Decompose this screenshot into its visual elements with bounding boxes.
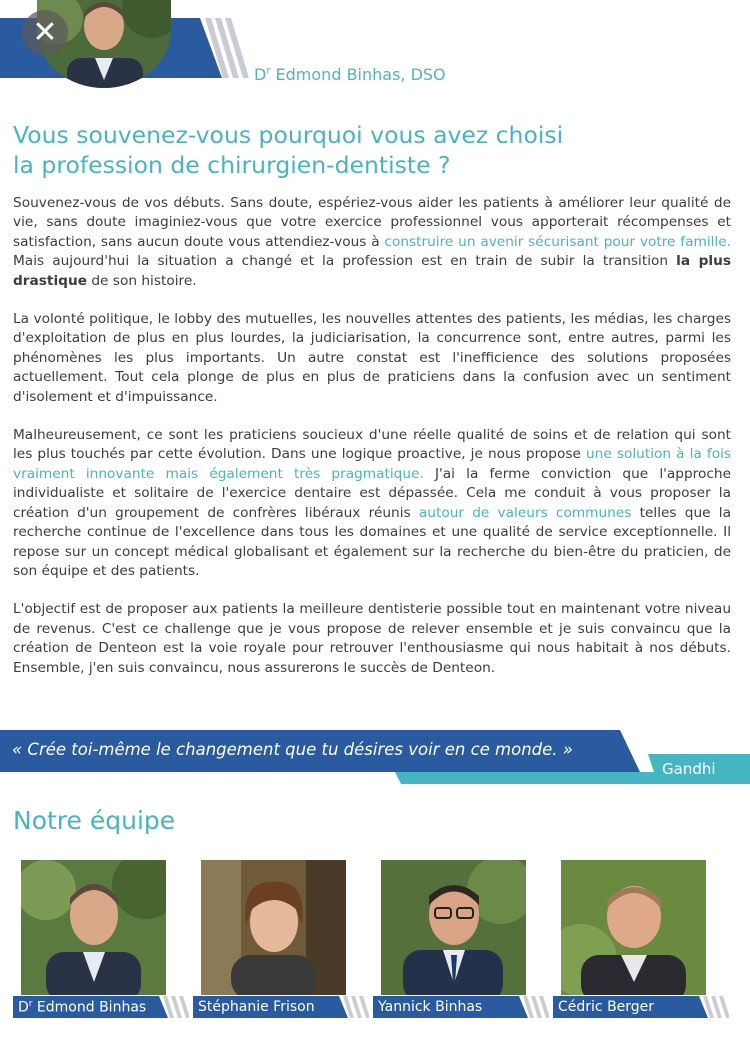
emphasis-drastic: la plus drastique <box>13 253 731 289</box>
headline-line-2: la profession de chirurgien-dentiste ? <box>13 151 451 179</box>
close-button[interactable] <box>22 10 68 56</box>
header-stripes <box>205 18 250 78</box>
paragraph-2: La volonté politique, le lobby des mutuelles, les nouvelles attentes des patients, les médias, les charges d'exploitation de plus en plus lourdes, la judiciarisation, la concurrence sont, entre autres, parmi les phénomènes les plus importants. Un autre constat est l'inefficience des solutions proposées actuellement. Tout cela plonge de plus en plus de praticiens dans la confusion avec un sentiment d'isolement et d'impuissance. <box>13 311 731 405</box>
nameplate-stripes <box>163 996 189 1018</box>
paragraph-4: L'objectif est de proposer aux patients la meilleure dentisterie possible tout en maintenant votre niveau de revenus. C'est ce challenge que je vous propose de relever ensemble et je suis convaincu que la création de Denteon est la voie royale pour retrouver l'enthousiasme qui nous habitait à nos débuts. Ensemble, j'en suis convaincu, nous assurerons le succès de Denteon. <box>13 601 731 676</box>
quote-text: « Crée toi-même le changement que tu désires voir en ce monde. » <box>12 740 573 759</box>
article-body <box>13 194 731 697</box>
nameplate-stripes <box>343 996 369 1018</box>
member-photo <box>561 860 706 995</box>
quote-banner <box>0 730 750 786</box>
nameplate-stripes <box>523 996 549 1018</box>
member-photo <box>21 860 166 995</box>
team-title: Notre équipe <box>13 806 176 835</box>
member-name: Stéphanie Frison <box>198 999 315 1015</box>
highlight-future: construire un avenir sécurisant pour votre famille. <box>384 233 731 250</box>
team-member-card <box>553 860 733 1022</box>
paragraph-1: Souvenez-vous de vos débuts. Sans doute, espériez-vous aider les patients à améliorer leur qualité de vie, sans doute imaginiez-vous que votre exercice professionnel vous apporterait récompenses et satisfaction, sans aucun doute vous attendiez-vous à construire un avenir sécurisant pour votre famille. Mais aujourd'hui la situation a changé et la profession est en train de subir la transition la plus drastique de son histoire. <box>13 195 731 289</box>
close-icon: ✕ <box>32 15 58 50</box>
member-photo <box>381 860 526 995</box>
quote-author: Gandhi <box>662 760 716 778</box>
team-member-card <box>13 860 193 1022</box>
headline-line-1: Vous souvenez-vous pourquoi vous avez choisi <box>13 121 564 149</box>
paragraph-3: Malheureusement, ce sont les praticiens soucieux d'une réelle qualité de soins et de relation qui sont les plus touchés par cette évolution. Dans une logique proactive, je nous propose une solution à la fois vraiment innovante mais également très pragmatique. J'ai la ferme conviction que l'approche individualiste et solitaire de l'exercice dentaire est dépassée. Cela me conduit à vous proposer la création d'un groupement de confrères libéraux réunis autour de valeurs communes telles que la recherche continue de l'excellence dans tous les domaines et une qualité de service exceptionnelle. Il repose sur un concept médical globalisant et également sur la recherche du bien-être du praticien, de son équipe et des patients. <box>13 427 732 579</box>
member-photo <box>201 860 346 995</box>
headline <box>13 120 733 180</box>
member-name: Yannick Binhas <box>378 999 483 1015</box>
member-name: Cédric Berger <box>558 999 655 1015</box>
member-name: $D^r$ Edmond Binhas <box>18 999 147 1016</box>
nameplate-stripes <box>703 996 729 1018</box>
highlight-solution: une solution à la fois vraiment innovante mais également très pragmatique. <box>13 446 731 482</box>
team-member-card <box>373 860 553 1022</box>
highlight-values: autour de valeurs communes <box>418 504 632 521</box>
team-member-card <box>193 860 373 1022</box>
author-name: $D^r$ Edmond Binhas, DSO <box>254 65 446 84</box>
